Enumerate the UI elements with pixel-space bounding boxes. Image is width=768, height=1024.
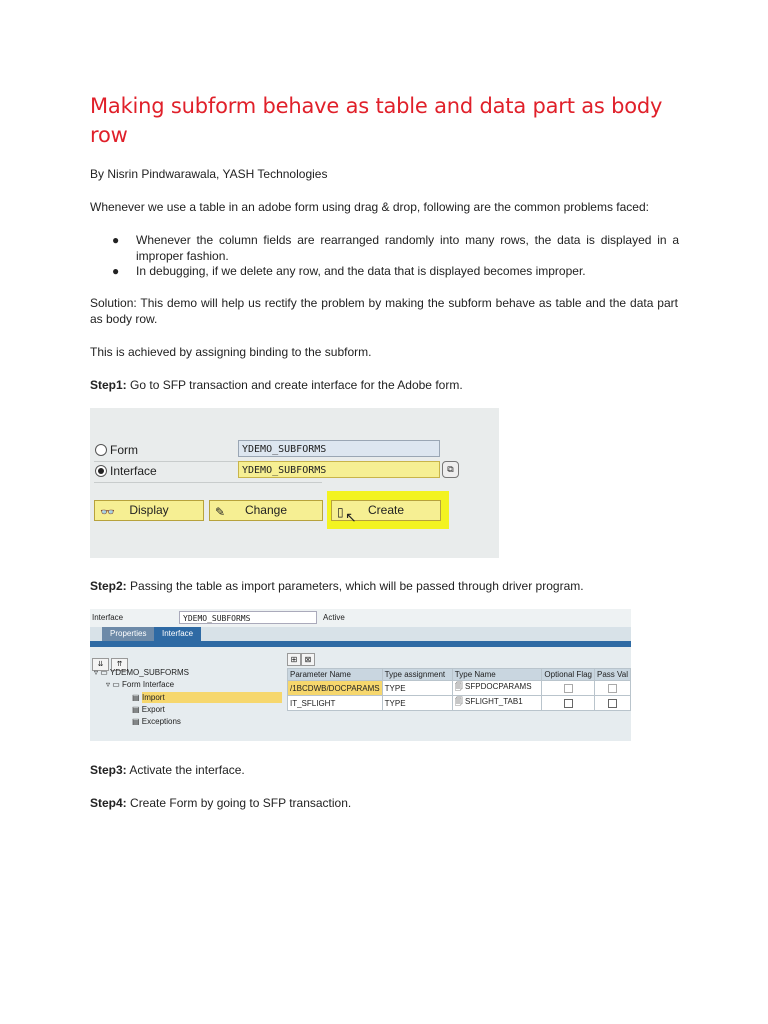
table-cell[interactable] (595, 696, 631, 711)
status-label: Active (323, 613, 345, 622)
pass-value-checkbox[interactable] (608, 699, 617, 708)
tree-toolbar (92, 653, 130, 668)
tree-node-label: Form Interface (122, 680, 175, 689)
form-radio[interactable] (95, 444, 107, 456)
bullet-item-2: In debugging, if we delete any row, and the data that is displayed becomes improper. (136, 264, 586, 278)
parameter-grid-panel (285, 651, 631, 741)
tree-node-exceptions[interactable]: ▤ Exceptions (132, 717, 181, 726)
tree-node-root[interactable]: ▿ ▭ YDEMO_SUBFORMS (94, 668, 189, 677)
step2-text: Passing the table as import parameters, which will be passed through driver program. (126, 579, 584, 593)
tab-strip (90, 627, 631, 641)
display-button[interactable] (94, 500, 204, 521)
tree-node-label: YDEMO_SUBFORMS (109, 668, 189, 677)
bullet-icon: ● (112, 264, 120, 278)
f4-help-icon: 🗐 (454, 697, 466, 706)
tree-node-label: Export (141, 705, 165, 714)
solution-paragraph: Solution: This demo will help us rectify the problem by making the subform behave as table and the data part as body row. (90, 296, 678, 326)
display-button-label: Display (129, 503, 169, 517)
table-cell[interactable] (452, 681, 542, 696)
tree-node-import[interactable]: Import (142, 692, 282, 703)
change-button[interactable] (209, 500, 323, 521)
table-header-row (288, 669, 631, 681)
optional-checkbox[interactable] (564, 699, 573, 708)
tab-band (90, 641, 631, 647)
table-cell[interactable]: /1BCDWB/DOCPARAMS (288, 681, 383, 696)
change-button-label: Change (244, 503, 288, 517)
tree-panel (92, 651, 284, 739)
table-cell[interactable] (452, 696, 542, 711)
create-button-label: Create (367, 503, 405, 517)
mouse-cursor-icon: ↖ (345, 509, 357, 525)
interface-radio-label: Interface (110, 464, 157, 478)
type-name-value: SFPDOCPARAMS (465, 682, 532, 691)
step4-paragraph (90, 795, 351, 811)
bullet-icon: ● (112, 233, 120, 247)
table-cell (542, 681, 595, 696)
delete-icon[interactable]: ⊠ (301, 653, 315, 666)
pass-value-checkbox (608, 684, 617, 693)
step1-label: Step1: (90, 378, 127, 392)
interface-name-field[interactable]: YDEMO_SUBFORMS (238, 461, 440, 478)
step3-paragraph (90, 762, 245, 778)
interface-label: Interface (92, 613, 124, 622)
column-header: Type assignment (382, 669, 452, 681)
interface-editor-screenshot (90, 609, 631, 741)
form-name-field[interactable]: YDEMO_SUBFORMS (238, 440, 440, 457)
interface-name-field[interactable]: YDEMO_SUBFORMS (179, 611, 317, 624)
search-help-icon[interactable]: ⧉ (442, 461, 459, 478)
column-header: Optional Flag (542, 669, 595, 681)
glasses-icon: 👓 (100, 505, 115, 519)
tree-node-label: Exceptions (141, 717, 181, 726)
find-icon[interactable]: ⊞ (287, 653, 301, 666)
tree-node-export[interactable]: ▤ Export (132, 705, 165, 714)
form-radio-label: Form (110, 443, 138, 457)
column-header: Type Name (452, 669, 542, 681)
tree-node-import-icon: ▤ (132, 693, 140, 702)
step4-text: Create Form by going to SFP transaction. (126, 796, 352, 810)
step3-text: Activate the interface. (126, 763, 245, 777)
expand-icon[interactable]: ⇊ (92, 658, 109, 671)
step2-label: Step2: (90, 579, 127, 593)
table-row[interactable] (288, 696, 631, 711)
type-name-value: SFLIGHT_TAB1 (465, 697, 523, 706)
sfp-initial-screenshot (90, 408, 499, 558)
parameter-table (287, 668, 631, 711)
intro-paragraph: Whenever we use a table in an adobe form using drag & drop, following are the common problems faced: (90, 200, 649, 214)
tree-node-form-interface[interactable]: ▿ ▭ Form Interface (106, 680, 175, 689)
column-header: Pass Val (595, 669, 631, 681)
achieved-paragraph: This is achieved by assigning binding to the subform. (90, 345, 372, 359)
step3-label: Step3: (90, 763, 127, 777)
table-row[interactable] (288, 681, 631, 696)
table-cell[interactable] (542, 696, 595, 711)
table-cell (595, 681, 631, 696)
grid-toolbar (287, 653, 315, 666)
page-title: Making subform behave as table and data part as body row (90, 94, 663, 147)
new-document-icon: ▯ (337, 505, 344, 519)
step1-text: Go to SFP transaction and create interface for the Adobe form. (126, 378, 463, 392)
table-cell[interactable]: TYPE (382, 696, 452, 711)
step1-paragraph (90, 377, 463, 393)
table-cell[interactable]: IT_SFLIGHT (288, 696, 383, 711)
interface-radio[interactable] (95, 465, 107, 477)
step2-paragraph (90, 578, 584, 594)
collapse-icon[interactable]: ⇈ (111, 658, 128, 671)
column-header: Parameter Name (288, 669, 383, 681)
tab-interface[interactable]: Interface (154, 627, 201, 641)
byline: By Nisrin Pindwarawala, YASH Technologies (90, 167, 328, 181)
table-cell[interactable]: TYPE (382, 681, 452, 696)
optional-checkbox (564, 684, 573, 693)
bullet-item-1: Whenever the column fields are rearranged randomly into many rows, the data is displayed in a improper fashion. (136, 233, 679, 263)
tab-properties[interactable]: Properties (102, 627, 154, 641)
f4-help-icon: 🗐 (454, 682, 466, 691)
step4-label: Step4: (90, 796, 127, 810)
interface-header (90, 609, 631, 627)
pencil-icon: ✎ (215, 505, 226, 519)
